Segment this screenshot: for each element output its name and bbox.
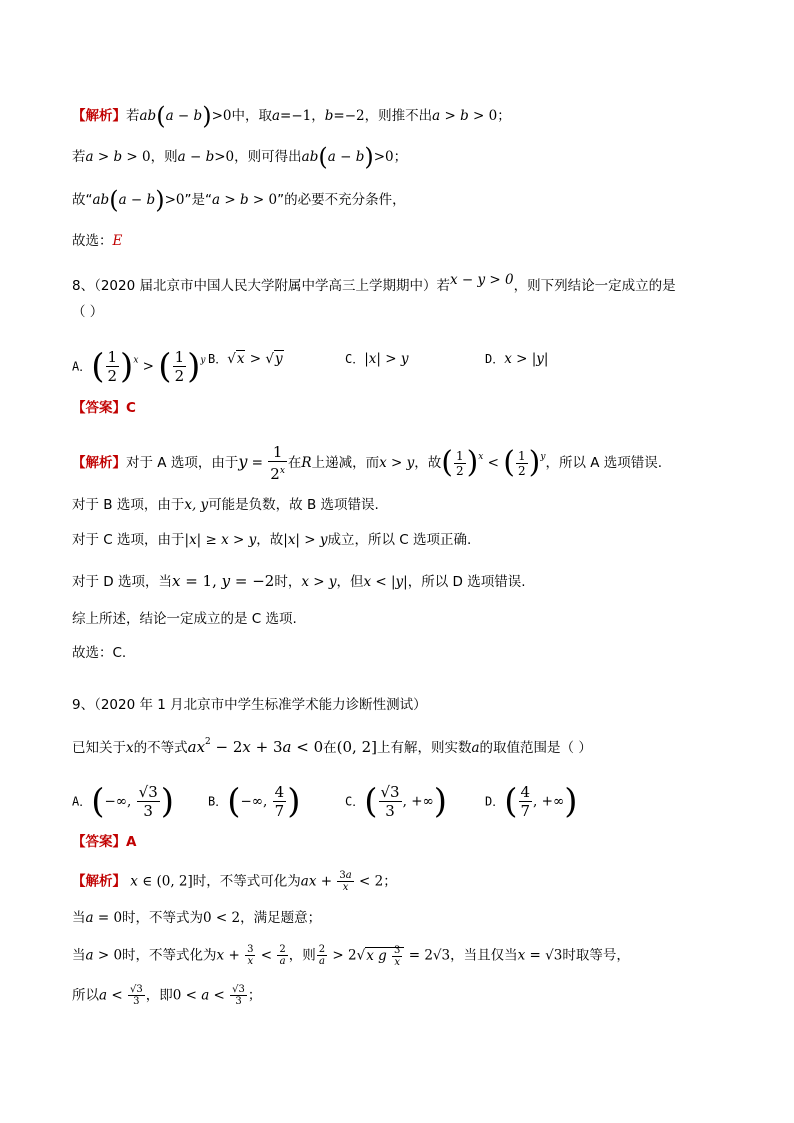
q9-analysis-4: 所以a < $\frac{√3}{3}$ ，即0 < a < $\frac{√3}{3}$ ； [72,984,262,1007]
q8-pick: 故选：C. [72,645,127,661]
q9-option-c: C．( $\frac{√3}{3}$ , +∞) [345,781,448,822]
answer-value: A [126,834,137,850]
q9-option-b: B．(−∞, $\frac{4}{7}$ ) [208,781,301,822]
analysis-tag: 【解析】 [72,108,126,124]
q8-summary: 综上所述，结论一定成立的是 C 选项. [72,611,297,627]
question-8-head: 8、（2020 届北京市中国人民大学附属中学高三上学期期中）若x − y > 0，则下列结论一定成立的是 [72,272,676,294]
choice-answer: E [112,233,123,249]
analysis-line-3: 故“ab(a − b)>0”是“a > b > 0”的必要不充分条件， [72,186,406,214]
q9-analysis-1: 【解析】 x ∈ (0, 2]时，不等式可化为ax + $\frac{3a}{x}$ < 2； [72,870,397,893]
analysis-tag: 【解析】 [72,873,126,890]
q8-analysis-4: 对于 D 选项，当x = 1, y = −2时，x > y，但x < |y|，所以 D 选项错误. [72,572,526,590]
q9-option-a: A．(−∞, $\frac{√3}{3}$ ) [72,781,175,822]
q9-answer-line [72,831,136,853]
choice-line: 故选：E [72,233,123,249]
answer-tag: 【答案】 [72,834,126,850]
question-8-paren: （ ） [72,304,104,320]
q8-option-a: A．( $\frac{1}{2}$ )$^x$ > ( $\frac{1}{2}$ )$^y$ [72,346,206,387]
analysis-tag: 【解析】 [72,455,126,471]
math-expr: ab [139,108,157,124]
q8-option-d: D．x > |y| [485,351,549,367]
q8-analysis-3: 对于 C 选项，由于|x| ≥ x > y，故|x| > y成立，所以 C 选项正确. [72,532,472,548]
answer-value: C [126,400,136,416]
q8-answer-line [72,397,136,419]
analysis-line-2: 若a > b > 0，则a − b>0，则可得出ab(a − b)>0； [72,143,408,171]
q9-analysis-3: 当a > 0时，不等式化为x + $\frac{3}{x}$ < $\frac{2}{a}$ ，则 $\frac{2}{a}$ > 2√x g $\frac{3}{x}$ = 2√3，当且仅当x = √3时取等号， [72,944,630,968]
q8-option-c: C．|x| > y [345,351,409,367]
analysis-line-1: 【解析】若ab(a − b)>0中，取a=−1，b=−2，则推不出a > b > 0； [72,102,511,130]
q8-option-b: B．√x > √y [208,351,283,367]
q8-analysis-2: 对于 B 选项，由于x, y可能是负数，故 B 选项错误. [72,497,379,513]
question-9-stem: 已知关于x的不等式$ax^2 - 2x + 3a < 0$在(0, 2]上有解，则实数a的取值范围是（ ） [72,737,592,756]
q9-analysis-2: 当a = 0时，不等式为0 < 2，满足题意； [72,910,322,926]
question-9-head: 9、（2020 年 1 月北京市中学生标准学术能力诊断性测试） [72,697,427,713]
q8-analysis-1: 【解析】对于 A 选项，由于y = $\frac{1}{2^x}$ 在R上递减，而x > y，故( $\frac{1}{2}$ )$^x$ < ( $\frac{1}{2}$ )$^y$，所以 A 选项错误. [72,443,663,483]
answer-tag: 【答案】 [72,400,126,416]
q9-option-d: D．( $\frac{4}{7}$ , +∞) [485,781,578,822]
